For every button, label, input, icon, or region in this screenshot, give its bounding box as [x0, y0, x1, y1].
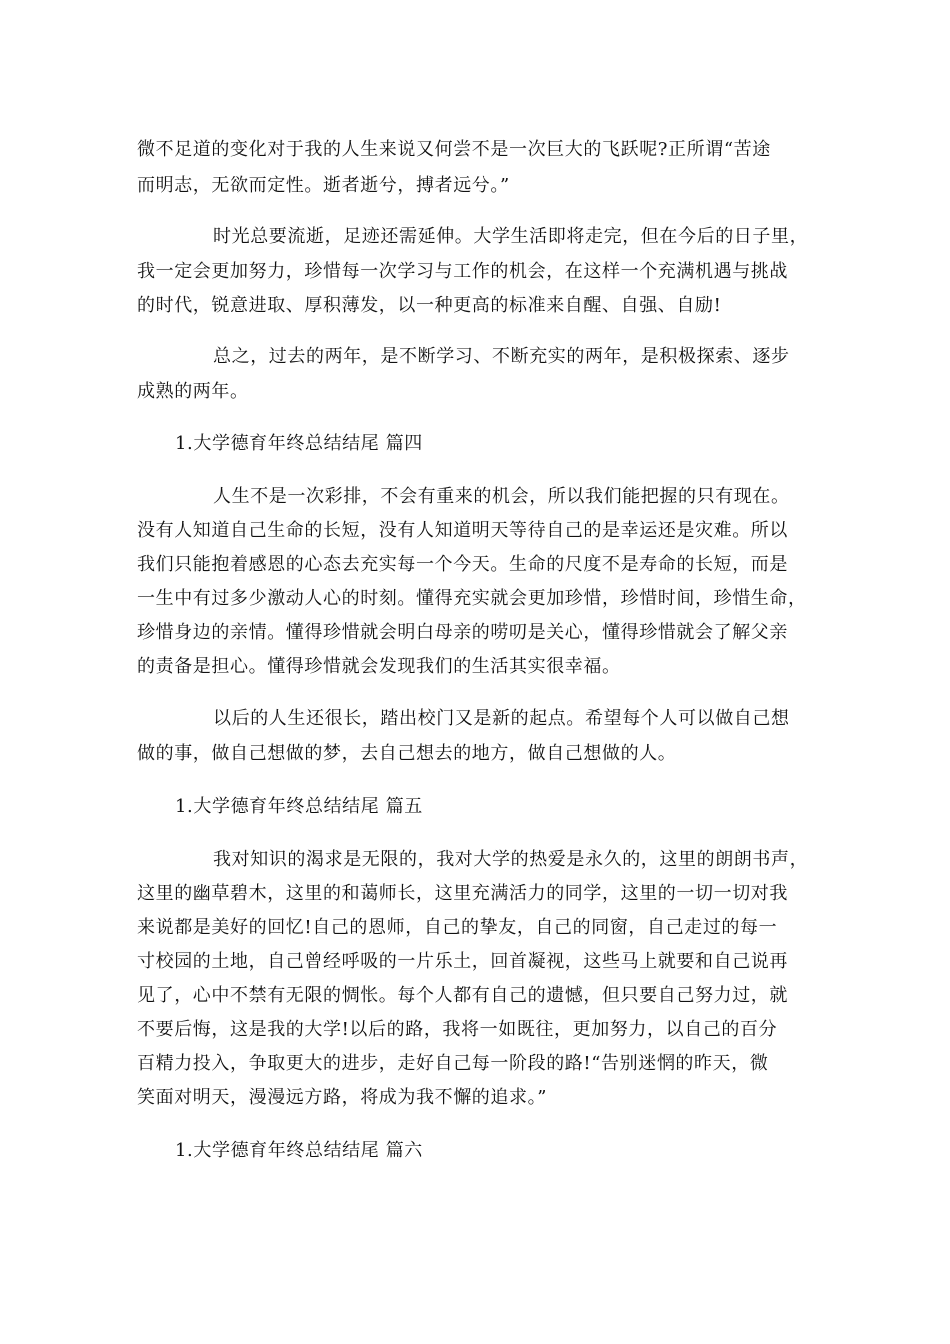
paragraph-line: 做的事，做自己想做的梦，去自己想去的地方，做自己想做的人。: [137, 743, 677, 764]
paragraph-line: 见了，心中不禁有无限的惆怅。每个人都有自己的遗憾，但只要自己努力过，就: [137, 985, 788, 1006]
paragraph-line: 不要后悔，这是我的大学!以后的路，我将一如既往，更加努力，以自己的百分: [137, 1019, 778, 1040]
paragraph-line: 成熟的两年。: [137, 381, 249, 402]
paragraph-line: 时光总要流逝，足迹还需延伸。大学生活即将走完，但在今后的日子里，: [213, 226, 809, 247]
paragraph-line: 而明志，无欲而定性。逝者逝兮，搏者远兮。”: [137, 175, 510, 196]
paragraph-line: 人生不是一次彩排，不会有重来的机会，所以我们能把握的只有现在。: [213, 486, 790, 507]
paragraph-line: 这里的幽草碧木，这里的和蔼师长，这里充满活力的同学，这里的一切一切对我: [137, 883, 788, 904]
paragraph-line: 以后的人生还很长，踏出校门又是新的起点。希望每个人可以做自己想: [213, 708, 790, 729]
paragraph-line: 的时代，锐意进取、厚积薄发，以一种更高的标准来自醒、自强、自励!: [137, 295, 722, 316]
section-heading: 1.大学德育年终总结结尾 篇五: [175, 796, 423, 817]
paragraph-line: 微不足道的变化对于我的人生来说又何尝不是一次巨大的飞跃呢?正所谓“苦途: [137, 139, 771, 160]
paragraph-line: 来说都是美好的回忆!自己的恩师，自己的挚友，自己的同窗，自己走过的每一: [137, 917, 778, 938]
paragraph-line: 寸校园的土地，自己曾经呼吸的一片乐土，回首凝视，这些马上就要和自己说再: [137, 951, 788, 972]
paragraph-line: 的责备是担心。懂得珍惜就会发现我们的生活其实很幸福。: [137, 656, 621, 677]
paragraph-line: 笑面对明天，漫漫远方路，将成为我不懈的追求。”: [137, 1087, 547, 1108]
section-heading: 1.大学德育年终总结结尾 篇六: [175, 1140, 423, 1161]
section-heading: 1.大学德育年终总结结尾 篇四: [175, 433, 423, 454]
paragraph-line: 我对知识的渴求是无限的，我对大学的热爱是永久的，这里的朗朗书声，: [213, 849, 809, 870]
paragraph-line: 我一定会更加努力，珍惜每一次学习与工作的机会，在这样一个充满机遇与挑战: [137, 261, 788, 282]
paragraph-line: 我们只能抱着感恩的心态去充实每一个今天。生命的尺度不是寿命的长短，而是: [137, 554, 788, 575]
paragraph-line: 百精力投入，争取更大的进步，走好自己每一阶段的路!“告别迷惘的昨天，微: [137, 1053, 769, 1074]
paragraph-line: 一生中有过多少激动人心的时刻。懂得充实就会更加珍惜，珍惜时间，珍惜生命，: [137, 588, 807, 609]
paragraph-line: 没有人知道自己生命的长短，没有人知道明天等待自己的是幸运还是灾难。所以: [137, 520, 788, 541]
paragraph-line: 珍惜身边的亲情。懂得珍惜就会明白母亲的唠叨是关心，懂得珍惜就会了解父亲: [137, 622, 788, 643]
paragraph-line: 总之，过去的两年，是不断学习、不断充实的两年，是积极探索、逐步: [213, 346, 790, 367]
